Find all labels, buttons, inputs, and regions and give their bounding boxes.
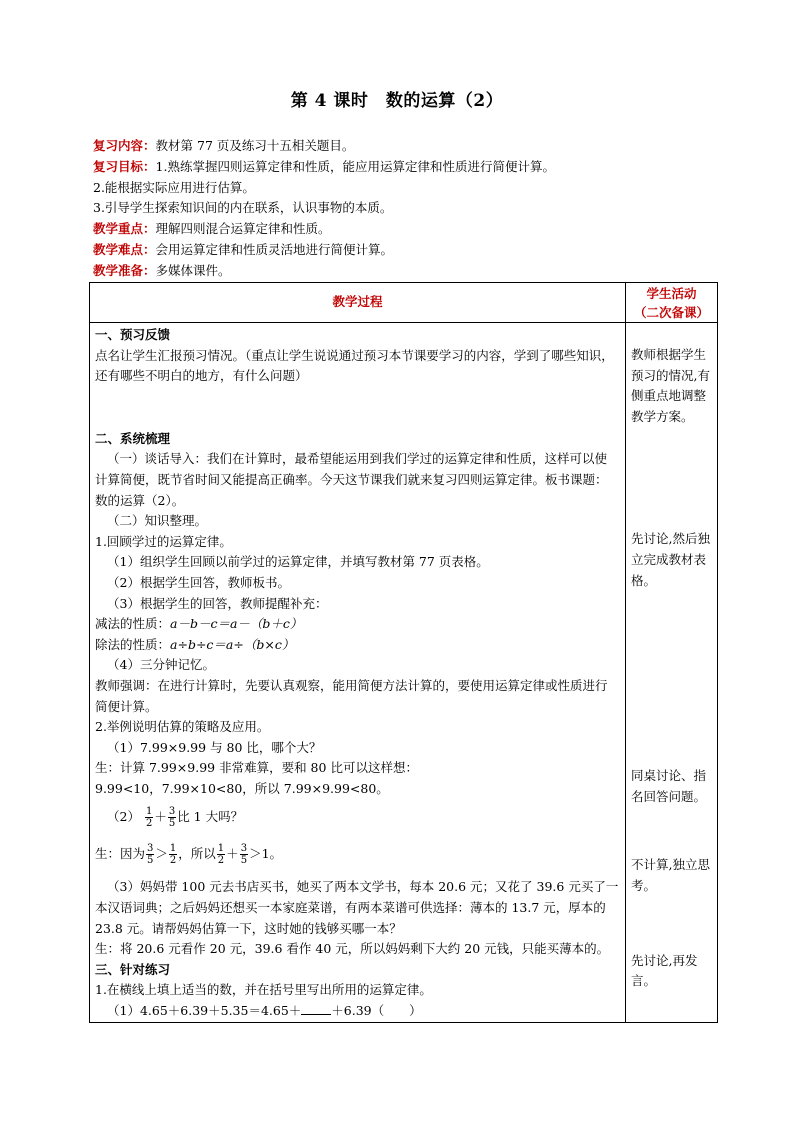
answer-2-suffix: ＞1。 (249, 846, 283, 862)
activity-note-1: 教师根据学生预习的情况,有侧重点地调整教学方案。 (631, 347, 710, 424)
section-1-title: 一、预习反馈 (95, 327, 171, 342)
header-teaching-process: 教学过程 (90, 283, 626, 323)
fraction-denominator: 5 (240, 855, 248, 867)
section-2-intro: （一）谈话导入：我们在计算时，最希望能运用到我们学过的运算定律和性质，这样可以使计算简便，既节省时间又能提高正确率。今天这节课我们就来复习四则运算定律。板书课题：数的运算（2）。 (95, 451, 608, 508)
section-2-item-1-4: （4）三分钟记忆。 (107, 657, 215, 673)
difficulty-row (93, 240, 723, 261)
teacher-emphasis: 教师强调：在进行计算时，先要认真观察，能用简便方法计算的，要使用运算定律或性质进行简便计算。 (95, 677, 608, 714)
prep-row (93, 261, 723, 282)
fraction-denominator: 5 (147, 855, 154, 867)
key-point: 理解四则混合运算定律和性质。 (155, 221, 331, 237)
fraction-numerator: 1 (217, 843, 225, 855)
plus-sign: ＋ (226, 846, 239, 862)
section-2-item-2: 2.举例说明估算的策略及应用。 (95, 719, 270, 735)
section-3-title: 三、针对练习 (95, 961, 171, 977)
activity-note-2: 先讨论,然后独立完成教材表格。 (631, 531, 710, 588)
spacer (95, 387, 619, 429)
section-2-item-1: 1.回顾学过的运算定律。 (95, 533, 232, 549)
division-formula: a÷b÷c＝a÷（b×c） (170, 636, 295, 652)
fraction-denominator: 2 (169, 855, 177, 867)
review-content-label: 复习内容： (93, 138, 156, 153)
subtraction-property (95, 614, 619, 635)
fraction-denominator: 5 (168, 818, 176, 830)
section-2-item-1-2: （2）根据学生回答，教师板书。 (107, 574, 290, 590)
answer-3: 生：将 20.6 元看作 20 元，39.6 看作 40 元，所以妈妈剩下大约 20 元钱，只能买薄本的。 (95, 941, 610, 957)
question-2-suffix: 比 1 大吗？ (177, 809, 244, 825)
page-title: 第 4 课时 数的运算（2） (290, 91, 504, 111)
subtraction-formula: a－b－c＝a－（b＋c） (170, 616, 303, 632)
table-body-row (90, 323, 718, 1023)
section-1-text: 点名让学生汇报预习情况。（重点让学生说说通过预习本节课要学习的内容，学到了哪些知识，还有哪些不明白的地方，有什么问题） (95, 347, 614, 384)
teaching-process-table (89, 282, 718, 1023)
review-goal-2: 2.能根据实际应用进行估算。 (93, 179, 255, 195)
key-point-label: 教学重点： (93, 221, 156, 237)
plus-sign: ＋ (154, 809, 167, 825)
fraction-numerator: 1 (145, 806, 153, 818)
section-2-item-1-1: （1）组织学生回顾以前学过的运算定律，并填写教材第 77 页表格。 (107, 554, 489, 570)
greater-sign: ＞ (155, 846, 168, 862)
review-goal-1: 1.熟练掌握四则运算定律和性质，能应用运算定律和性质进行简便计算。 (155, 158, 555, 174)
header-student-activity (626, 283, 718, 323)
fraction-three-fifths (240, 843, 248, 866)
answer-2-prefix: 生：因为 (95, 846, 146, 862)
answer-1-a: 生：计算 7.99×9.99 非常难算，要和 80 比可以这样想： (95, 760, 418, 776)
fraction-numerator: 3 (168, 806, 176, 818)
answer-1-b: 9.99<10，7.99×10<80，所以 7.99×9.99<80。 (95, 780, 389, 796)
difficulty-label: 教学难点： (93, 241, 156, 257)
activity-note-4: 不计算,独立思考。 (631, 857, 710, 893)
header-student-activity-line1: 学生活动 (646, 286, 697, 301)
teaching-process-cell (90, 323, 626, 1023)
answer-2 (95, 840, 619, 867)
question-2 (95, 803, 619, 830)
activity-note-3: 同桌讨论、指名回答问题。 (631, 768, 707, 804)
key-point-row (93, 219, 723, 240)
section-2-title: 二、系统梳理 (95, 430, 171, 446)
prep-label: 教学准备： (93, 262, 156, 278)
question-1: （1）7.99×9.99 与 80 比，哪个大？ (107, 739, 322, 755)
subtraction-label: 减法的性质： (95, 616, 171, 632)
section-2-item-1-3: （3）根据学生的回答，教师提醒补充： (107, 595, 328, 611)
fraction-numerator: 3 (147, 843, 154, 855)
exercise-1-right: ＋6.39（ ） (331, 1003, 422, 1019)
review-content: 教材第 77 页及练习十五相关题目。 (155, 138, 355, 153)
activity-note-5: 先讨论,再发言。 (631, 952, 698, 989)
difficulty: 会用运算定律和性质灵活地进行简便计算。 (155, 241, 394, 257)
review-goal-3: 3.引导学生探索知识间的内在联系，认识事物的本质。 (93, 200, 393, 216)
answer-2-mid: ，所以 (178, 846, 216, 862)
fraction-one-half (145, 806, 153, 829)
fraction-denominator: 2 (145, 818, 153, 830)
prep: 多媒体课件。 (155, 262, 231, 278)
question-2-prefix: （2） (107, 809, 140, 825)
section-2-knowledge: （二）知识整理。 (107, 513, 208, 529)
fraction-numerator: 3 (240, 843, 248, 855)
fraction-numerator: 1 (169, 843, 177, 855)
fraction-three-fifths (168, 806, 176, 829)
student-activity-cell (626, 323, 718, 1023)
table-header-row (90, 283, 718, 323)
review-goal-row (93, 157, 723, 178)
division-label: 除法的性质： (95, 636, 171, 652)
exercise-1-left: （1）4.65＋6.39＋5.35＝4.65＋ (107, 1003, 302, 1019)
lesson-meta (93, 136, 723, 282)
header-student-activity-line2: （二次备课） (633, 305, 709, 320)
fraction-denominator: 2 (217, 855, 225, 867)
division-property (95, 635, 619, 656)
question-3: （3）妈妈带 100 元去书店买书，她买了两本文学书，每本 20.6 元；又花了 39.6 元买了一本汉语词典；之后妈妈还想买一本家庭菜谱，有两本菜谱可供选择：薄本的 13.7 元，厚本的 23.8 元。请帮妈妈估算一下，这时她的钱够买哪一本？ (95, 879, 619, 936)
answer-blank[interactable] (301, 1002, 331, 1015)
fraction-one-half (169, 843, 177, 866)
review-content-row (93, 136, 723, 157)
fraction-three-fifths (146, 843, 154, 866)
section-3-item-1: 1.在横线上填上适当的数，并在括号里写出所用的运算定律。 (95, 982, 432, 998)
review-goal-label: 复习目标： (93, 158, 156, 174)
fraction-one-half (217, 843, 225, 866)
exercise-1 (95, 1001, 619, 1022)
